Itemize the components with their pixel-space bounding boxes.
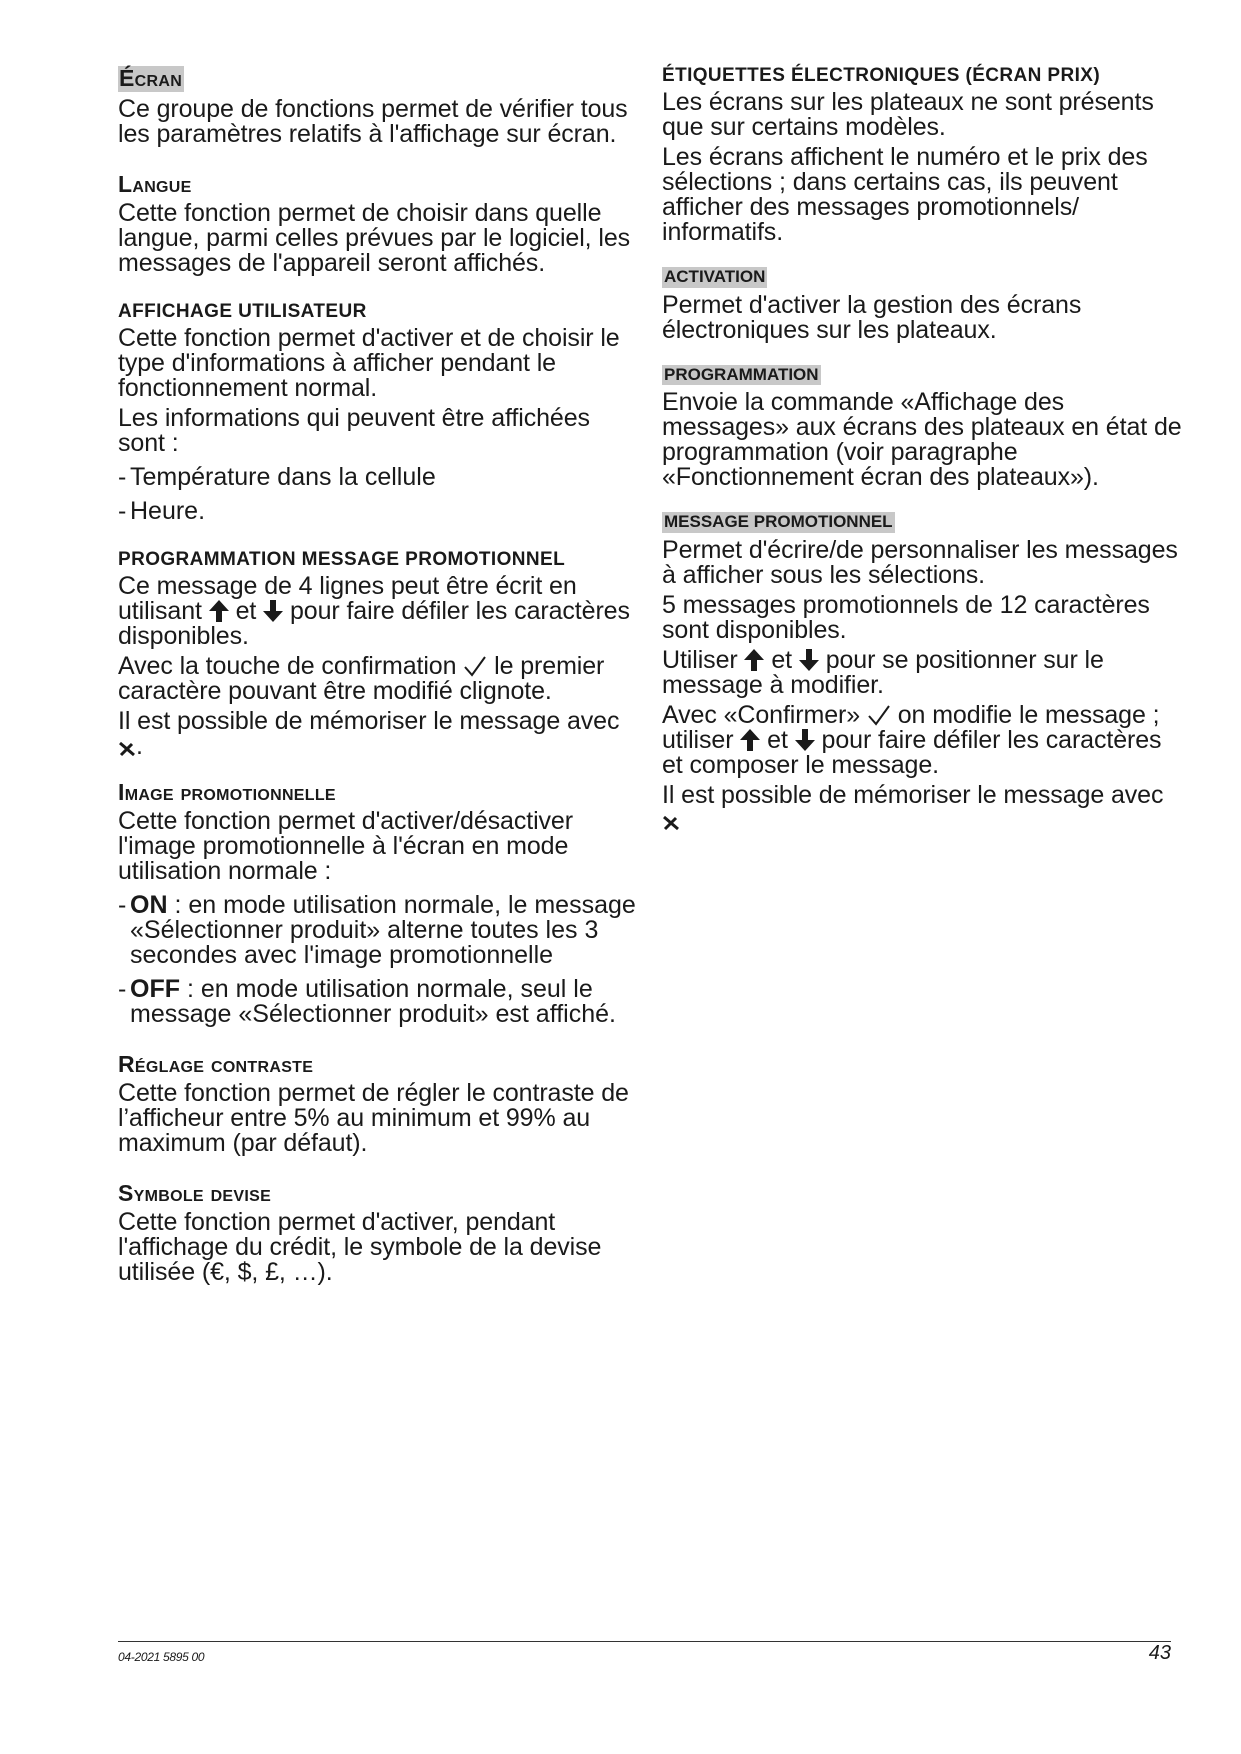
message-promo-body-1: Permet d'écrire/de personnaliser les messages à afficher sous les sélections. <box>662 536 1178 590</box>
section-title-prog-msg: PROGRAMMATION MESSAGE PROMOTIONNEL <box>118 549 566 570</box>
section-title-langue: Langue <box>118 171 192 197</box>
section-title-activation: ACTIVATION <box>664 267 766 286</box>
prog-msg-p2: Avec la touche de confirmation le premier caractère pouvant être modifié clignote. <box>118 652 605 705</box>
section-title-message-promo: MESSAGE PROMOTIONNEL <box>664 512 893 532</box>
list-item-on: - ON : en mode utilisation normale, le message «Sélectionner produit» alterne toutes les 3 secondes avec l'image promotionnelle <box>118 891 636 969</box>
left-column <box>118 66 638 1285</box>
affichage-body-1: Cette fonction permet d'activer et de choisir le type d'informations à afficher pendant le fonctionnement normal. <box>118 324 620 402</box>
section-title-etiquettes: ÉTIQUETTES ÉLECTRONIQUES (ÉCRAN PRIX) <box>662 65 1101 86</box>
list-item: - Température dans la cellule <box>118 463 436 491</box>
section-title-ecran: Écran <box>119 65 183 91</box>
section-title-devise: Symbole devise <box>118 1180 272 1206</box>
message-promo-p4: Avec «Confirmer» on modifie le message ; utiliser et pour faire défiler les caractères et composer le message. <box>662 701 1162 780</box>
footer-divider <box>118 1641 1171 1642</box>
prog-msg-p1: Ce message de 4 lignes peut être écrit en utilisant et pour faire défiler les caractères disponibles. <box>118 572 630 650</box>
checkmark-icon <box>463 655 487 677</box>
arrow-down-icon <box>799 649 819 671</box>
prog-msg-p3: Il est possible de mémoriser le message avec . <box>118 707 620 760</box>
programmation-body: Envoie la commande «Affichage des messages» aux écrans des plateaux en état de programmation (voir paragraphe «Fonctionnement écran des plateaux»). <box>662 388 1182 492</box>
message-promo-p3: Utiliser et pour se positionner sur le message à modifier. <box>662 646 1104 700</box>
etiquettes-body-1: Les écrans sur les plateaux ne sont présents que sur certains modèles. <box>662 88 1154 141</box>
image-promo-body: Cette fonction permet d'activer/désactiver l'image promotionnelle à l'écran en mode utilisation normale : <box>118 807 573 885</box>
activation-body: Permet d'activer la gestion des écrans électroniques sur les plateaux. <box>662 290 1082 344</box>
page-number: 43 <box>1148 1642 1171 1664</box>
section-title-programmation: PROGRAMMATION <box>664 364 819 384</box>
affichage-body-2: Les informations qui peuvent être affichées sont : <box>118 404 590 457</box>
arrow-up-icon <box>744 649 764 671</box>
document-code: 04-2021 5895 00 <box>118 1650 205 1664</box>
arrow-down-icon <box>263 600 283 622</box>
message-promo-p5: Il est possible de mémoriser le message avec <box>662 783 1182 833</box>
devise-body: Cette fonction permet d'activer, pendant l'affichage du crédit, le symbole de la devise utilisée (€, $, £, …). <box>118 1208 602 1286</box>
checkmark-icon <box>867 704 891 726</box>
arrow-up-icon <box>209 600 229 622</box>
ecran-body: Ce groupe de fonctions permet de vérifier tous les paramètres relatifs à l'affichage sur écran. <box>118 95 628 148</box>
cross-icon <box>118 741 136 757</box>
section-title-image-promo: Image promotionnelle <box>118 779 336 805</box>
list-item-off: - OFF : en mode utilisation normale, seul le message «Sélectionner produit» est affiché. <box>118 975 616 1028</box>
cross-icon <box>662 815 680 831</box>
message-promo-body-2: 5 messages promotionnels de 12 caractères sont disponibles. <box>662 591 1150 645</box>
right-column <box>662 66 1182 833</box>
list-item: - Heure. <box>118 497 206 525</box>
section-title-affichage: AFFICHAGE UTILISATEUR <box>118 301 367 322</box>
arrow-up-icon <box>740 729 760 751</box>
etiquettes-body-2: Les écrans affichent le numéro et le prix des sélections ; dans certains cas, ils peuvent afficher des messages promotionnels/ informatifs. <box>662 143 1148 246</box>
arrow-down-icon <box>795 729 815 751</box>
contraste-body: Cette fonction permet de régler le contraste de l’afficheur entre 5% au minimum et 99% au maximum (par défaut). <box>118 1079 629 1157</box>
section-title-contraste: Réglage contraste <box>118 1051 314 1077</box>
langue-body: Cette fonction permet de choisir dans quelle langue, parmi celles prévues par le logiciel, les messages de l'appareil seront affichés. <box>118 199 631 277</box>
